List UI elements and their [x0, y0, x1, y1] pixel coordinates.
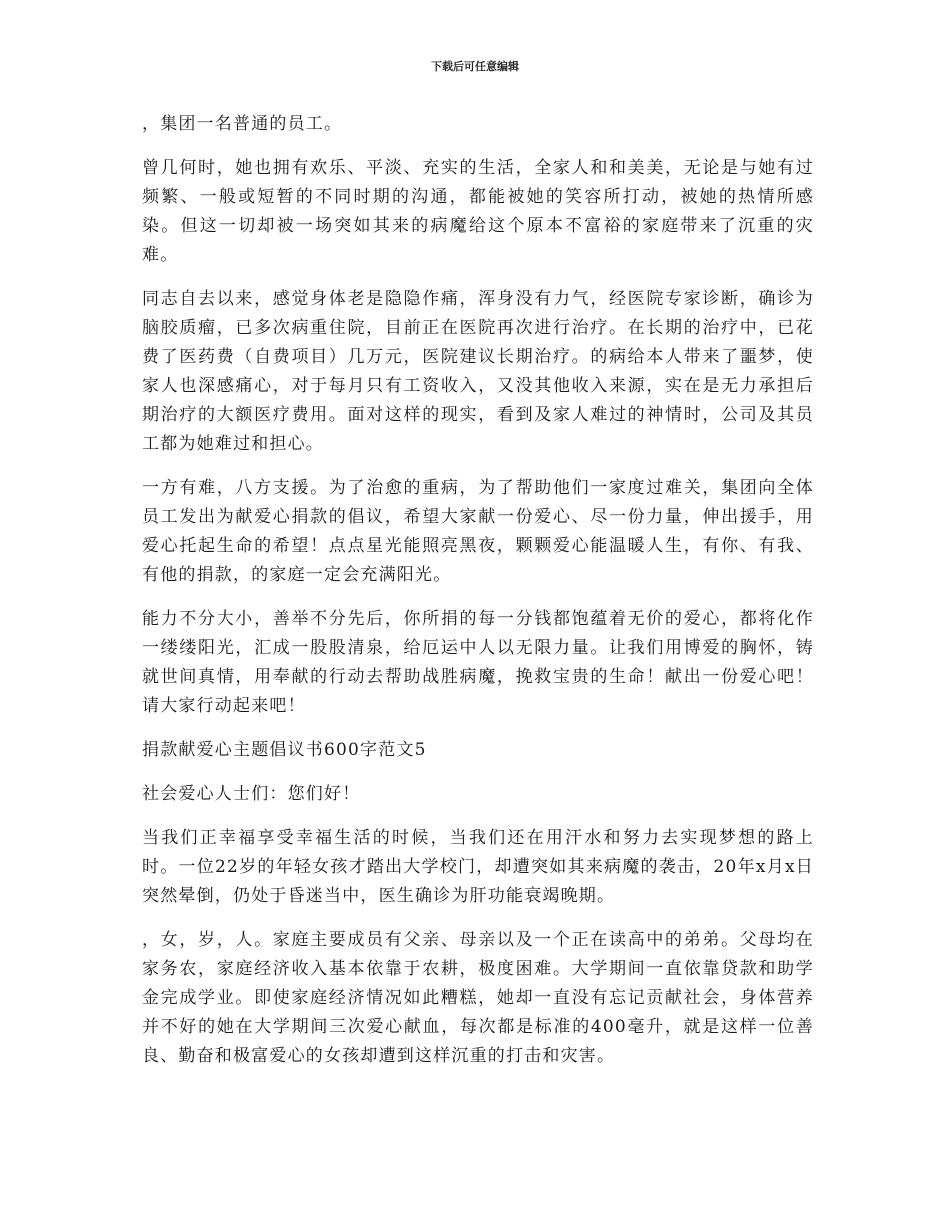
- page-header: 下载后可任意编辑: [431, 60, 519, 73]
- paragraph-3: 同志自去以来，感觉身体老是隐隐作痛，浑身没有力气，经医院专家诊断，确诊为脑胶质瘤，已多次病重住院，目前正在医院再次进行治疗。在长期的治疗中，已花费了医药费（自费项目）几万元，医院建议长期治疗。的病给本人带来了噩梦，使家人也深感痛心，对于每月只有工资收入，又没其他收入来源，实在是无力承担后期治疗的大额医疗费用。面对这样的现实，看到及家人难过的神情时，公司及其员工都为她难过和担心。: [142, 289, 814, 454]
- paragraph-1: ，集团一名普通的员工。: [142, 114, 343, 134]
- paragraph-8: 当我们正幸福享受幸福生活的时候，当我们还在用汗水和努力去实现梦想的路上时。一位22岁的年轻女孩才踏出大学校门，却遭突如其来病魔的袭击，20年x月x日突然晕倒，仍处于昏迷当中，医生确诊为肝功能衰竭晚期。: [142, 828, 814, 906]
- salutation: 社会爱心人士们：您们好！: [142, 784, 361, 804]
- paragraph-5: 能力不分大小，善举不分先后，你所捐的每一分钱都饱蕴着无价的爱心，都将化作一缕缕阳光，汇成一股股清泉，给厄运中人以无限力量。让我们用博爱的胸怀，铸就世间真情，用奉献的行动去帮助战胜病魔，挽救宝贵的生命！献出一份爱心吧！请大家行动起来吧！: [142, 609, 814, 716]
- paragraph-4: 一方有难，八方支援。为了治愈的重病，为了帮助他们一家度过难关，集团向全体员工发出为献爱心捐款的倡议，希望大家献一份爱心、尽一份力量，伸出援手，用爱心托起生命的希望！点点星光能照亮黑夜，颗颗爱心能温暖人生，有你、有我、有他的捐款，的家庭一定会充满阳光。: [142, 478, 814, 585]
- paragraph-2: 曾几何时，她也拥有欢乐、平淡、充实的生活，全家人和和美美，无论是与她有过频繁、一般或短暂的不同时期的沟通，都能被她的笑容所打动，被她的热情所感染。但这一切却被一场突如其来的病魔给这个原本不富裕的家庭带来了沉重的灾难。: [142, 158, 814, 265]
- document-body: [142, 110, 814, 1086]
- paragraph-9: ，女，岁，人。家庭主要成员有父亲、母亲以及一个正在读高中的弟弟。父母均在家务农，家庭经济收入基本依靠于农耕，极度困难。大学期间一直依靠贷款和助学金完成学业。即使家庭经济情况如此糟糕，她却一直没有忘记贡献社会，身体营养并不好的她在大学期间三次爱心献血，每次都是标准的400毫升，就是这样一位善良、勤奋和极富爱心的女孩却遭到这样沉重的打击和灾害。: [142, 930, 814, 1066]
- section-title: 捐款献爱心主题倡议书600字范文5: [142, 740, 427, 760]
